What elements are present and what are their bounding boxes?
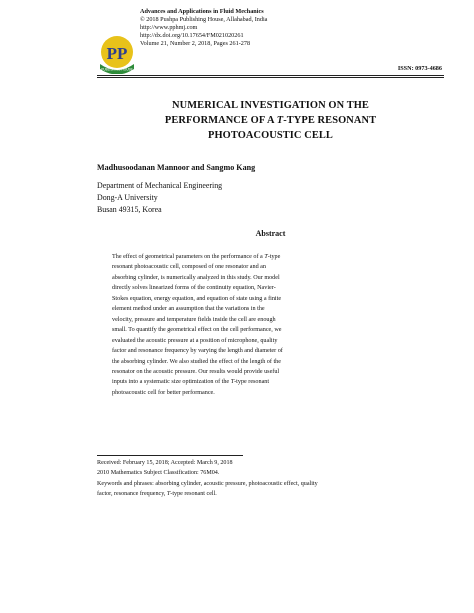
abstract-line: element method under an assumption that the variations in the <box>112 306 265 313</box>
abstract-line: evaluated the acoustic pressure at a position of microphone, quality <box>112 337 278 344</box>
svg-text:PUBLISHING HOUSE: PUBLISHING HOUSE <box>101 67 133 72</box>
abstract-line: the absorbing cylinder. We also studied the effect of the length of the <box>112 358 281 365</box>
abstract-line: directly solves linearized forms of the continuity equation, Navier- <box>112 285 276 292</box>
title-line-1: NUMERICAL INVESTIGATION ON THE <box>172 100 369 111</box>
svg-text:PP: PP <box>106 44 128 63</box>
abstract-line: photoacoustic cell for better performance. <box>112 389 215 396</box>
affiliation-city: Busan 49315, Korea <box>97 205 162 214</box>
journal-header <box>140 8 267 48</box>
issn: ISSN: 0973-4686 <box>397 65 442 72</box>
abstract-body <box>112 252 431 398</box>
abstract-heading: Abstract <box>255 229 286 238</box>
abstract-line: absorbing cylinder, is numerically analyzed in this study. Our model <box>112 274 280 281</box>
affiliation-univ: Dong-A University <box>97 193 158 202</box>
publisher-logo <box>97 34 137 74</box>
msc-classification: 2010 Mathematics Subject Classification: 76M04. <box>97 470 220 477</box>
footnotes <box>97 458 444 499</box>
keywords-line-2: factor, resonance frequency, T-type resonant cell. <box>97 490 217 497</box>
doi-link[interactable]: http://dx.doi.org/10.17654/FM021020261 <box>140 32 244 40</box>
keywords-line-1: Keywords and phrases: absorbing cylinder, acoustic pressure, photoacoustic effect, quality <box>97 480 318 487</box>
abstract-line: resonant photoacoustic cell, composed of one resonator and an <box>112 264 266 271</box>
abstract-line: velocity, pressure and temperature fields inside the cell are enough <box>112 316 276 323</box>
abstract-line: small. To quantify the geometrical effect on the cell performance, we <box>112 327 282 334</box>
received-dates: Received: February 15, 2018; Accepted: March 9, 2018 <box>97 460 233 466</box>
abstract-line: resonator on the acoustic pressure. Our results would provide useful <box>112 368 280 375</box>
affiliation <box>97 180 222 216</box>
header-rule-top <box>97 75 444 76</box>
volume-info: Volume 21, Number 2, 2018, Pages 261-278 <box>140 40 251 48</box>
footnote-rule <box>97 455 243 456</box>
abstract-line: The effect of geometrical parameters on the performance of a T-type <box>112 254 281 260</box>
abstract-line: factor and resonance frequency by varying the length and diameter of <box>112 348 283 355</box>
copyright: © 2018 Pushpa Publishing House, Allahabad, India <box>140 16 268 24</box>
authors: Madhusoodanan Mannoor and Sangmo Kang <box>97 163 256 172</box>
header-rule-bottom <box>97 77 444 78</box>
journal-name: Advances and Applications in Fluid Mechanics <box>140 8 264 15</box>
affiliation-dept: Department of Mechanical Engineering <box>97 181 223 190</box>
paper-title <box>97 98 444 143</box>
journal-url[interactable]: http://www.pphmj.com <box>140 24 198 32</box>
abstract-line: Stokes equation, energy equation, and equation of state using a finite <box>112 295 282 302</box>
title-line-2: PERFORMANCE OF A T-TYPE RESONANT <box>164 115 377 126</box>
abstract-line: inputs into a systematic size optimization of the T-type resonant <box>112 379 270 386</box>
title-line-3: PHOTOACOUSTIC CELL <box>208 130 333 141</box>
